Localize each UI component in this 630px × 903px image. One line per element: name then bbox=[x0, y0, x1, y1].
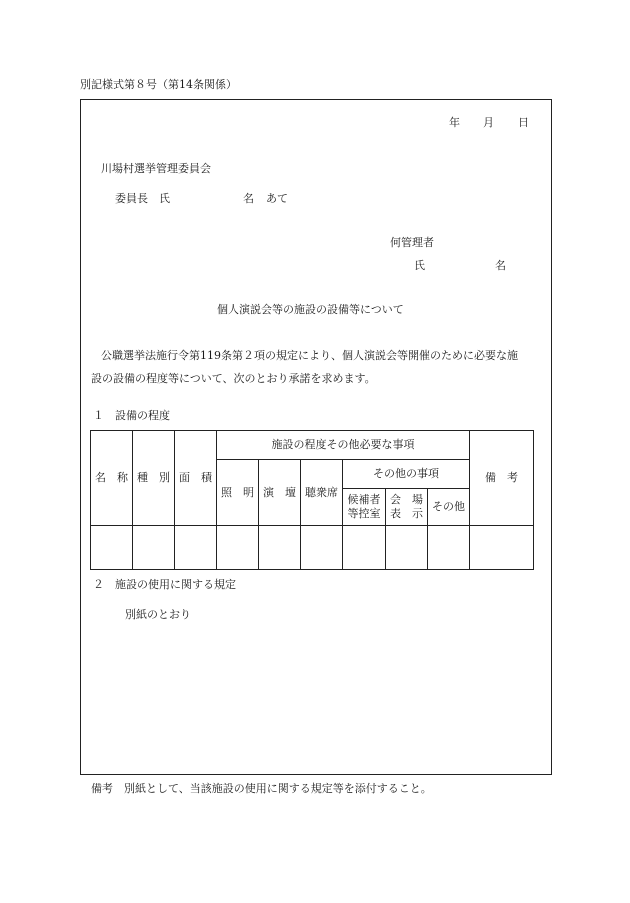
addressee-honorific: あて bbox=[266, 192, 288, 205]
header-waiting-room bbox=[343, 489, 386, 526]
addressee-name-mark: 名 bbox=[243, 192, 254, 205]
document-title: 個人演説会等の施設の設備等について bbox=[217, 303, 404, 316]
date-day: 日 bbox=[518, 116, 529, 129]
date-year: 年 bbox=[449, 116, 460, 129]
section2-heading: ２ 施設の使用に関する規定 bbox=[93, 578, 236, 591]
cell-lighting bbox=[217, 526, 259, 570]
header-venue-display bbox=[386, 489, 428, 526]
cell-type bbox=[133, 526, 175, 570]
header-misc: その他 bbox=[428, 489, 470, 526]
section2-text: 別紙のとおり bbox=[125, 608, 191, 621]
header-type: 種 別 bbox=[133, 431, 175, 526]
addressee-org: 川場村選挙管理委員会 bbox=[101, 162, 211, 175]
table-row bbox=[91, 526, 534, 570]
header-venue-display-line1: 会 場 bbox=[390, 493, 423, 507]
cell-stage bbox=[259, 526, 301, 570]
header-venue-display-line2: 表 示 bbox=[390, 507, 423, 520]
date-month: 月 bbox=[483, 116, 494, 129]
header-other-items: その他の事項 bbox=[343, 460, 470, 489]
section1-heading: １ 設備の程度 bbox=[93, 409, 170, 422]
header-seats: 聴衆席 bbox=[301, 460, 343, 526]
header-area: 面 積 bbox=[175, 431, 217, 526]
body-line-2: 設の設備の程度等について、次のとおり承諾を求めます。 bbox=[91, 372, 376, 385]
cell-seats bbox=[301, 526, 343, 570]
header-waiting-room-line1: 候補者 bbox=[347, 493, 381, 507]
cell-name bbox=[91, 526, 133, 570]
cell-venue-display bbox=[386, 526, 428, 570]
cell-waiting-room bbox=[343, 526, 386, 570]
cell-area bbox=[175, 526, 217, 570]
cell-misc bbox=[428, 526, 470, 570]
equipment-table bbox=[90, 430, 534, 570]
footnote: 備考 別紙として、当該施設の使用に関する規定等を添付すること。 bbox=[91, 782, 432, 795]
header-waiting-room-line2: 等控室 bbox=[347, 507, 381, 520]
header-name: 名 称 bbox=[91, 431, 133, 526]
form-number: 別記様式第８号（第14条関係） bbox=[80, 78, 237, 91]
addressee-chair: 委員長 氏 bbox=[115, 192, 170, 205]
header-stage: 演 壇 bbox=[259, 460, 301, 526]
cell-remarks bbox=[470, 526, 534, 570]
body-line-1: 公職選挙法施行令第119条第２項の規定により、個人演説会等開催のために必要な施 bbox=[101, 349, 518, 362]
sender-name-left: 氏 bbox=[414, 259, 425, 272]
sender-name-right: 名 bbox=[495, 259, 506, 272]
header-lighting: 照 明 bbox=[217, 460, 259, 526]
sender-title: 何管理者 bbox=[390, 236, 434, 249]
header-facility-details: 施設の程度その他必要な事項 bbox=[217, 431, 470, 460]
header-remarks: 備 考 bbox=[470, 431, 534, 526]
